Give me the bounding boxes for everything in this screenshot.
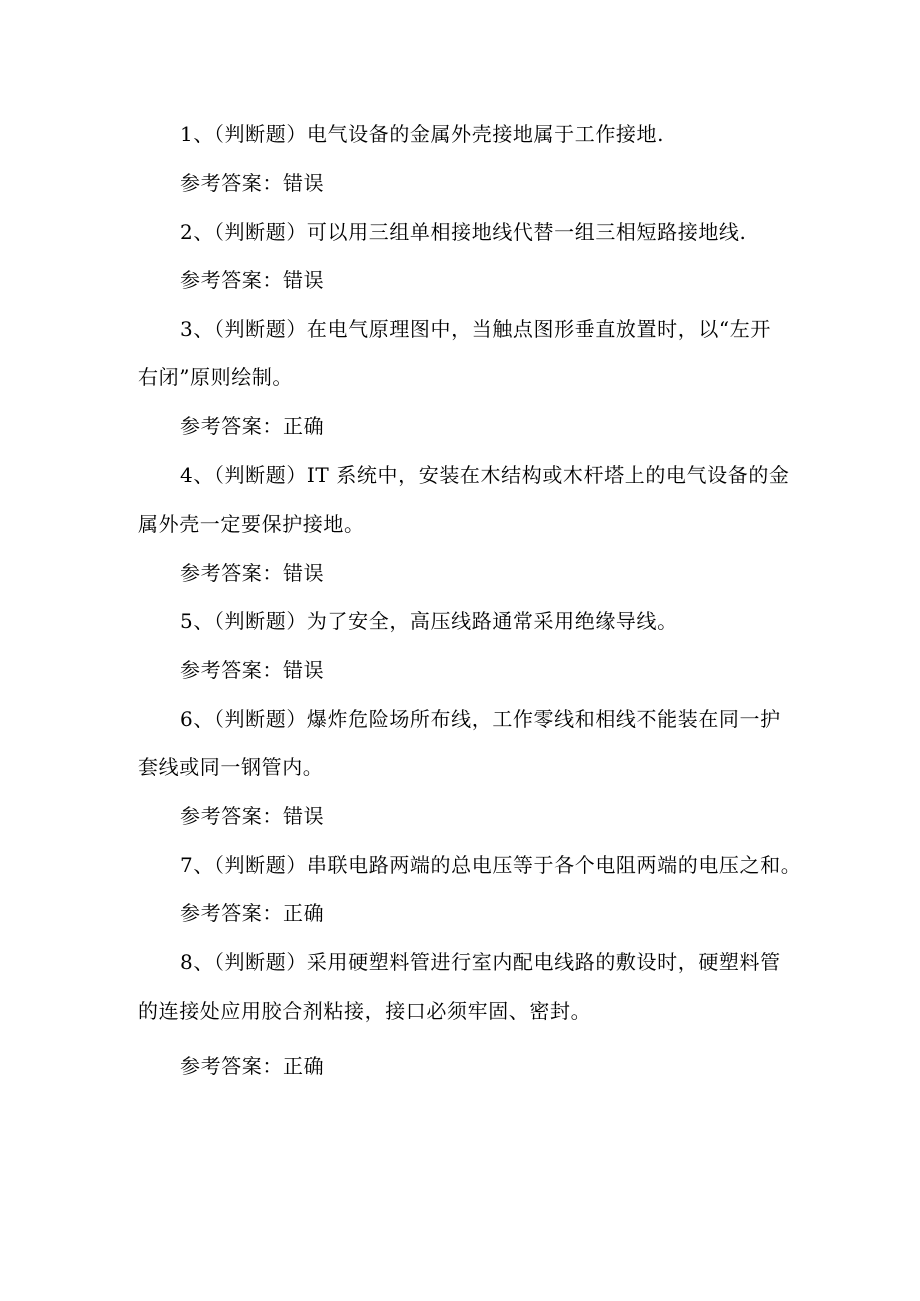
question-5-answer: 参考答案：错误: [180, 658, 325, 682]
question-6-text-cont: 套线或同一钢管内。: [138, 755, 324, 779]
question-1-text: 1、（判断题）电气设备的金属外壳接地属于工作接地.: [180, 122, 665, 146]
question-4-text: 4、（判断题）IT 系统中，安装在木结构或木杆塔上的电气设备的金: [180, 463, 790, 487]
question-6-text: 6、（判断题）爆炸危险场所布线，工作零线和相线不能装在同一护: [180, 707, 781, 731]
question-3-answer: 参考答案：正确: [180, 414, 325, 438]
question-4-answer: 参考答案：错误: [180, 561, 325, 585]
question-8-answer: 参考答案：正确: [180, 1054, 325, 1078]
question-5-text: 5、（判断题）为了安全，高压线路通常采用绝缘导线。: [180, 609, 678, 633]
question-2-text: 2、（判断题）可以用三组单相接地线代替一组三相短路接地线.: [180, 220, 747, 244]
question-8-text-cont: 的连接处应用胶合剂粘接，接口必须牢固、密封。: [138, 999, 592, 1023]
question-1-answer: 参考答案：错误: [180, 171, 325, 195]
question-6-answer: 参考答案：错误: [180, 804, 325, 828]
question-2-answer: 参考答案：错误: [180, 268, 325, 292]
question-7-answer: 参考答案：正确: [180, 901, 325, 925]
question-8-text: 8、（判断题）采用硬塑料管进行室内配电线路的敷设时，硬塑料管: [180, 950, 781, 974]
question-3-text-cont: 右闭”原则绘制。: [138, 365, 294, 389]
question-4-text-cont: 属外壳一定要保护接地。: [138, 512, 365, 536]
question-7-text: 7、（判断题）串联电路两端的总电压等于各个电阻两端的电压之和。: [180, 853, 802, 877]
question-3-text: 3、（判断题）在电气原理图中，当触点图形垂直放置时，以“左开: [180, 317, 771, 341]
